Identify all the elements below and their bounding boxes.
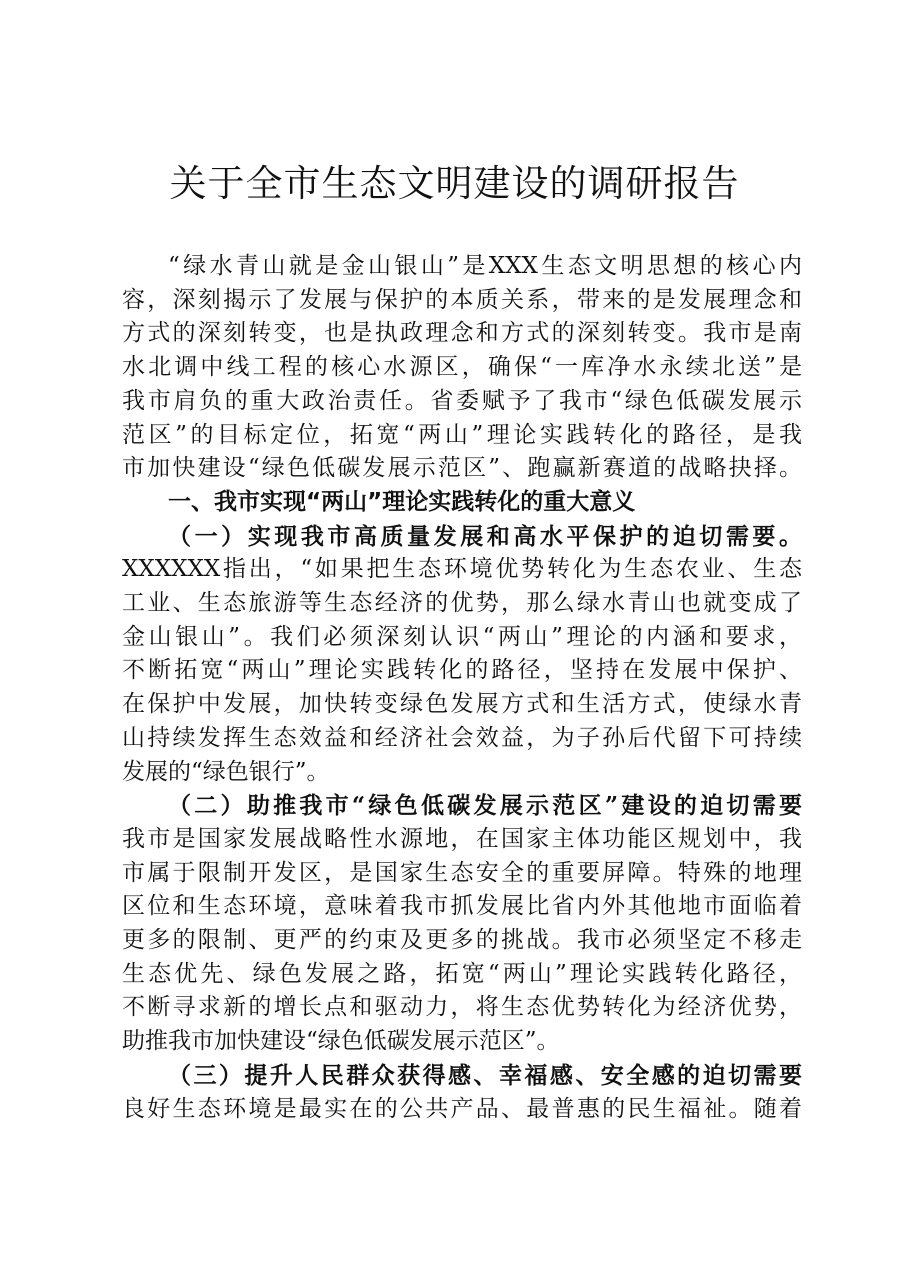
- paragraph-line: 容，深刻揭示了发展与保护的本质关系，带来的是发展理念和: [122, 286, 802, 313]
- paragraph-line: 不断寻求新的增长点和驱动力，将生态优势转化为经济优势，: [122, 994, 802, 1021]
- paragraph-line: 市加快建设“绿色低碳发展示范区”、跑赢新赛道的战略抉择。: [122, 455, 802, 482]
- section-heading: 一、我市实现“两山”理论实践转化的重大意义: [168, 488, 636, 515]
- paragraph-line: 生态优先、绿色发展之路，拓宽“两山”理论实践转化路径，: [122, 960, 802, 987]
- document-body: [122, 250, 802, 1126]
- paragraph-line: XXXXXX指出，“如果把生态环境优势转化为生态农业、生态: [122, 556, 802, 583]
- paragraph-line: 我市是国家发展战略性水源地，在国家主体功能区规划中，我: [122, 825, 802, 852]
- subsection-heading: （三）提升人民群众获得感、幸福感、安全感的迫切需要: [168, 1061, 802, 1089]
- paragraph-line: 不断拓宽“两山”理论实践转化的路径，坚持在发展中保护、: [122, 657, 802, 684]
- paragraph-line: 区位和生态环境，意味着我市抓发展比省内外其他地市面临着: [122, 893, 802, 920]
- paragraph-line: 我市肩负的重大政治责任。省委赋予了我市“绿色低碳发展示: [122, 387, 802, 414]
- paragraph-line: 发展的“绿色银行”。: [122, 758, 330, 785]
- paragraph-line: 金山银山”。我们必须深刻认识“两山”理论的内涵和要求，: [122, 623, 802, 650]
- subsection-heading: （一）实现我市高质量发展和高水平保护的迫切需要。: [168, 522, 802, 550]
- paragraph-line: 水北调中线工程的核心水源区，确保“一库净水永续北送”是: [122, 354, 802, 381]
- paragraph-line: 方式的深刻转变，也是执政理念和方式的深刻转变。我市是南: [122, 320, 802, 347]
- paragraph-line: 在保护中发展，加快转变绿色发展方式和生活方式，使绿水青: [122, 691, 802, 718]
- paragraph-line: 助推我市加快建设“绿色低碳发展示范区”。: [122, 1028, 560, 1055]
- document-title: 关于全市生态文明建设的调研报告: [169, 162, 740, 205]
- paragraph-line: 良好生态环境是最实在的公共产品、最普惠的民生福祉。随着: [122, 1095, 802, 1122]
- paragraph-line: 工业、生态旅游等生态经济的优势，那么绿水青山也就变成了: [122, 590, 802, 617]
- paragraph-line: 市属于限制开发区，是国家生态安全的重要屏障。特殊的地理: [122, 859, 802, 886]
- paragraph-line: 范区”的目标定位，拓宽“两山”理论实践转化的路径，是我: [122, 421, 802, 448]
- paragraph-line: 山持续发挥生态效益和经济社会效益，为子孙后代留下可持续: [122, 724, 802, 751]
- subsection-heading: （二）助推我市“绿色低碳发展示范区”建设的迫切需要: [168, 792, 802, 820]
- paragraph-line: “绿水青山就是金山银山”是XXX生态文明思想的核心内: [168, 253, 802, 279]
- paragraph-line: 更多的限制、更严的约束及更多的挑战。我市必须坚定不移走: [122, 927, 802, 954]
